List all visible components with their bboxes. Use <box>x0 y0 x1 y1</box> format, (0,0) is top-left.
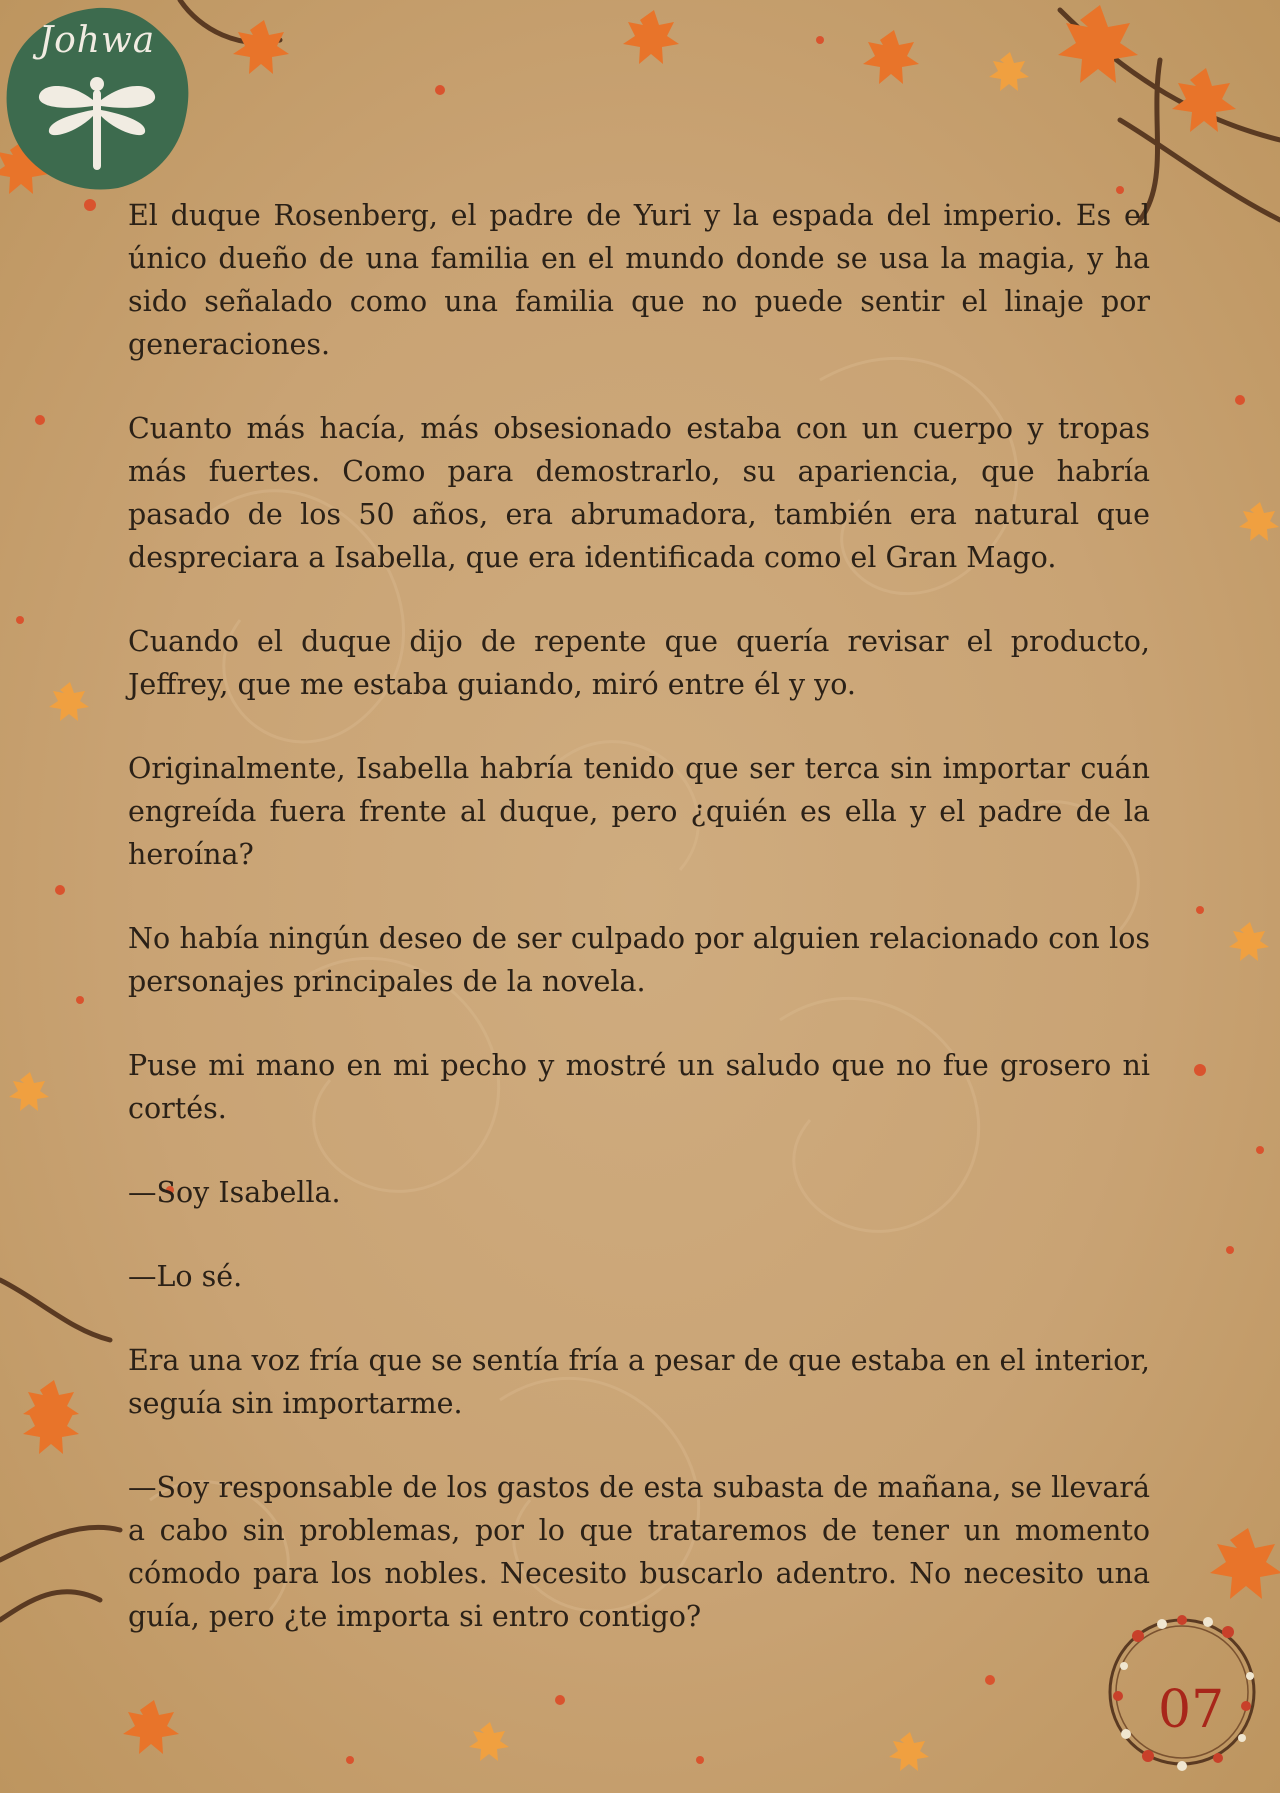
paragraph: Cuanto más hacía, más obsesionado estaba con un cuerpo y tropas más fuertes. Como para demostrarlo, su apariencia, que habría pasado de los 50 años, era abrumadora, también era natural que despreciara a Isabella, que era identificada como el Gran Mago. <box>128 412 1150 574</box>
dialogue-line: —Lo sé. <box>128 1260 243 1293</box>
dialogue-line: —Soy Isabella. <box>128 1176 341 1209</box>
logo-text: Johwa <box>38 20 156 61</box>
logo-badge <box>2 2 192 192</box>
paragraph: Era una voz fría que se sentía fría a pesar de que estaba en el interior, seguía sin importarme. <box>128 1344 1150 1420</box>
dialogue-line: —Soy responsable de los gastos de esta subasta de mañana, se llevará a cabo sin problemas, por lo que trataremos de tener un momento cómodo para los nobles. Necesito buscarlo adentro. No necesito una guía, pero ¿te importa si entro contigo? <box>128 1471 1150 1633</box>
paragraph: Cuando el duque dijo de repente que quería revisar el producto, Jeffrey, que me estaba guiando, miró entre él y yo. <box>128 625 1150 701</box>
chapter-text <box>128 194 1150 1638</box>
paragraph: Originalmente, Isabella habría tenido que ser terca sin importar cuán engreída fuera frente al duque, pero ¿quién es ella y el padre de la heroína? <box>128 752 1150 871</box>
dragonfly-icon <box>37 70 157 180</box>
paragraph: No había ningún deseo de ser culpado por alguien relacionado con los personajes principales de la novela. <box>128 922 1150 998</box>
paragraph: Puse mi mano en mi pecho y mostré un saludo que no fue grosero ni cortés. <box>128 1049 1150 1125</box>
page-number: 07 <box>1158 1680 1225 1740</box>
paragraph: El duque Rosenberg, el padre de Yuri y la espada del imperio. Es el único dueño de una familia en el mundo donde se usa la magia, y ha sido señalado como una familia que no puede sentir el linaje por generaciones. <box>128 199 1150 361</box>
